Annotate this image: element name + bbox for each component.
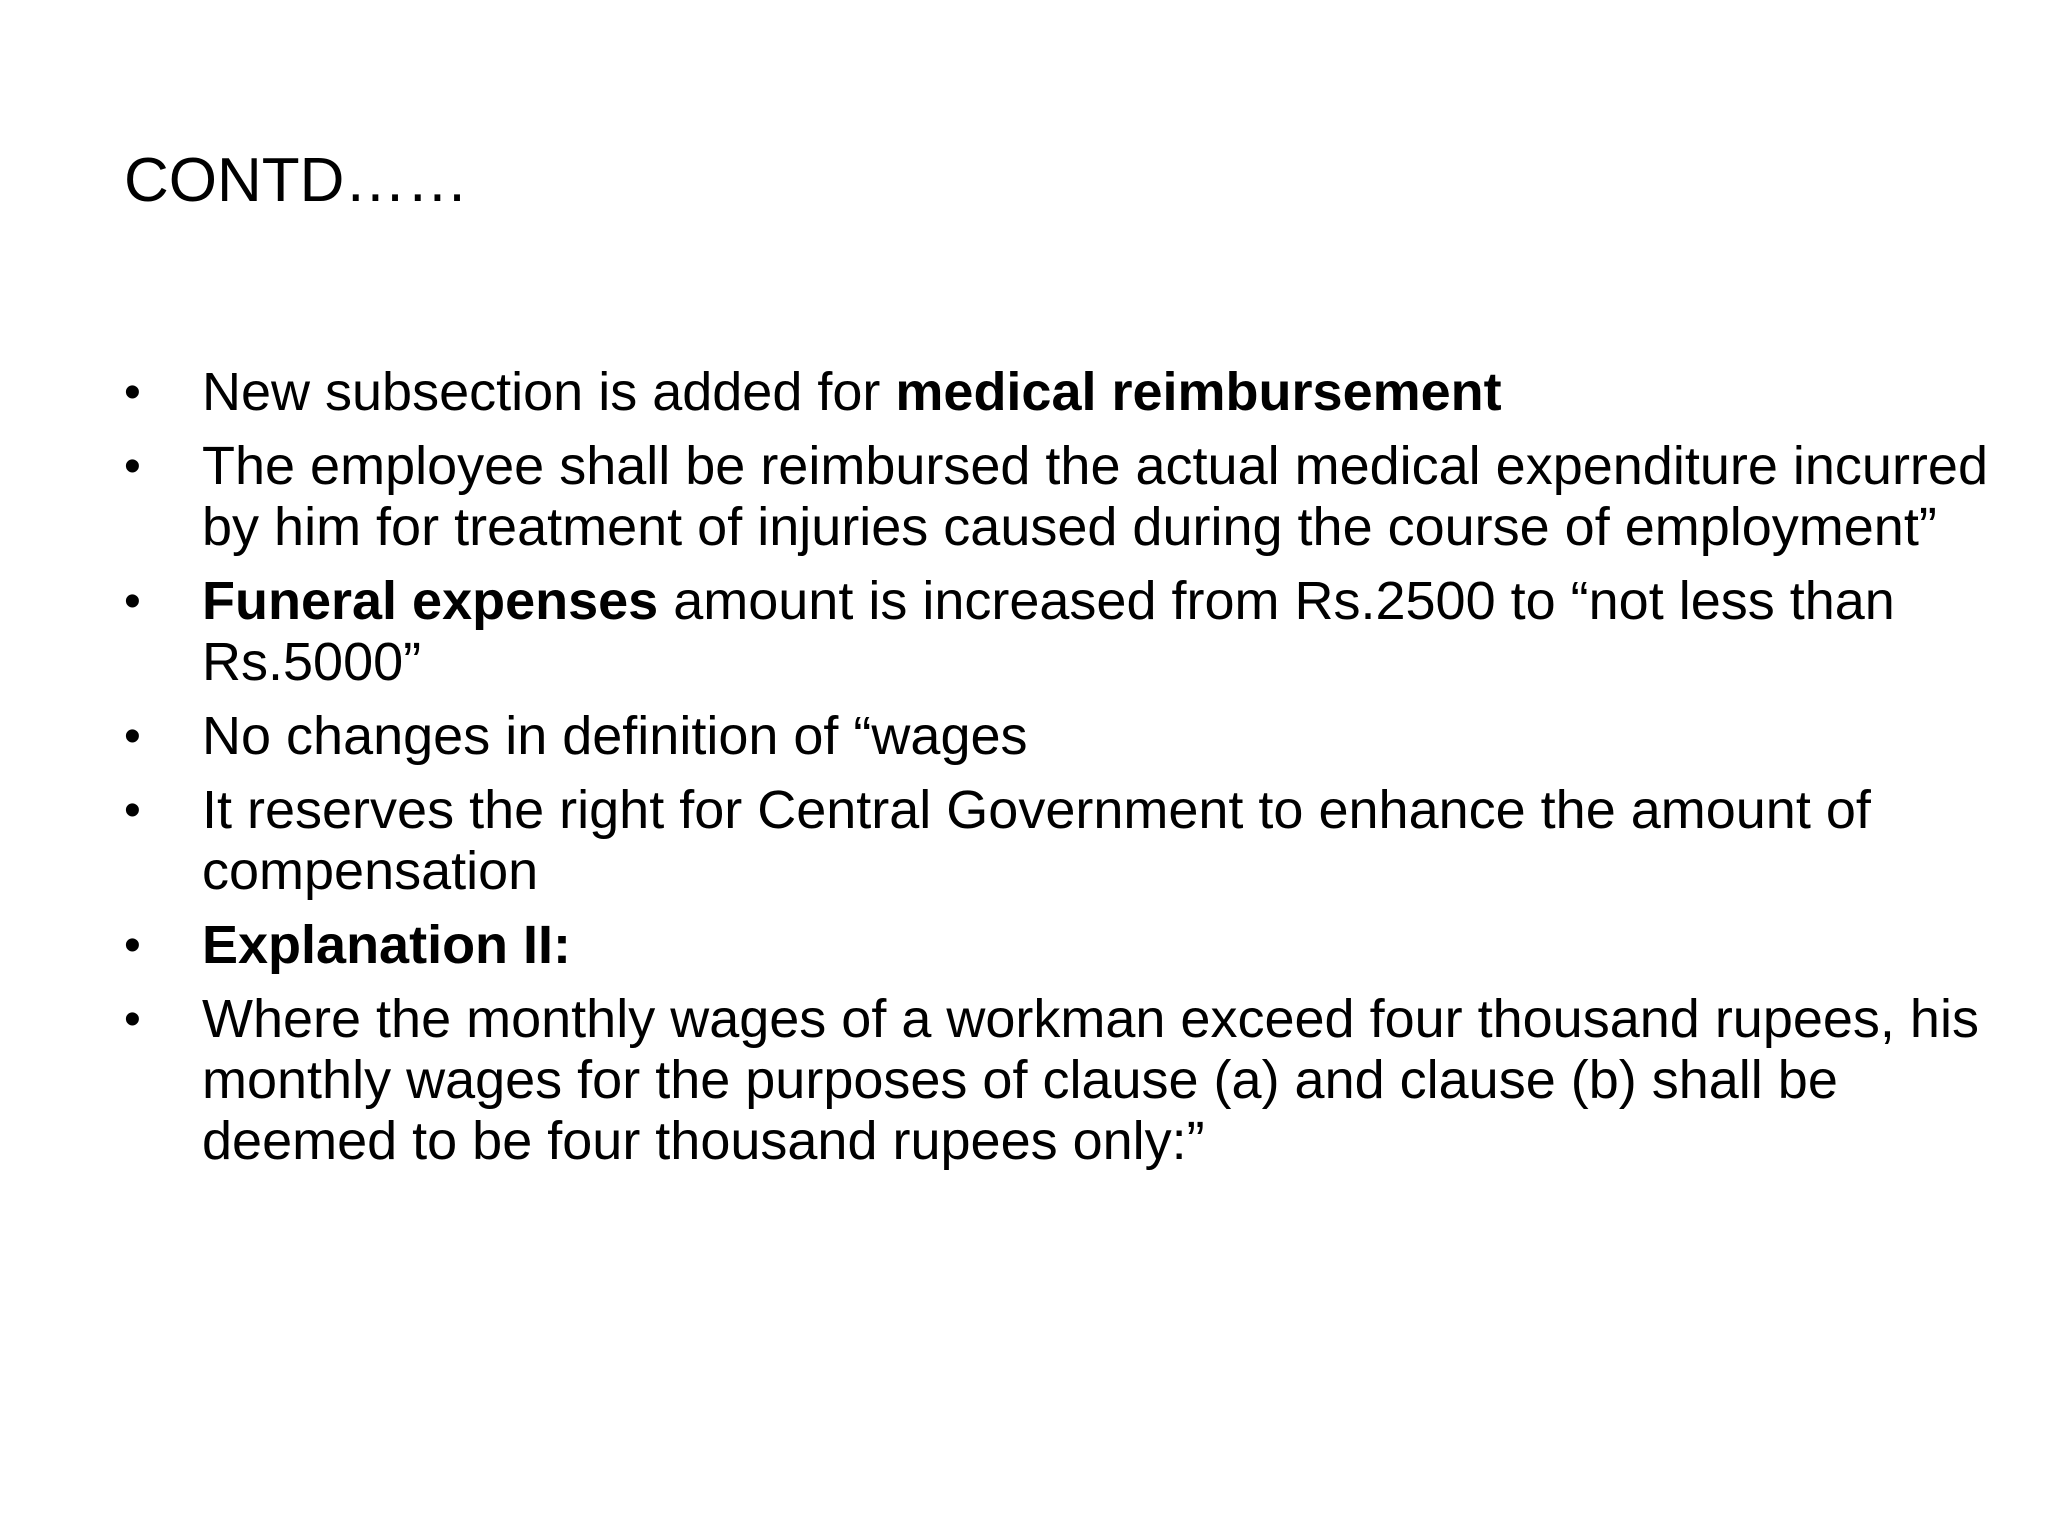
bullet-marker: • xyxy=(124,440,141,493)
slide-title: CONTD…… xyxy=(124,146,469,215)
bullet-text: New subsection is added for xyxy=(202,362,896,422)
bullet-marker: • xyxy=(124,575,141,628)
bullet-item xyxy=(118,362,1988,423)
bullet-marker: • xyxy=(124,919,141,972)
bullet-marker: • xyxy=(124,784,141,837)
bullet-marker: • xyxy=(124,710,141,763)
bullet-marker: • xyxy=(124,366,141,419)
bullet-item xyxy=(118,989,1988,1172)
bullet-item xyxy=(118,780,1988,902)
bullet-item xyxy=(118,915,1988,976)
bullet-bold-text: Funeral expenses xyxy=(202,571,659,631)
bullet-marker: • xyxy=(124,993,141,1046)
bullet-item xyxy=(118,706,1988,767)
bullet-bold-text: Explanation II: xyxy=(202,915,572,975)
bullet-list xyxy=(118,362,1988,1185)
bullet-text: The employee shall be reimbursed the actual medical expenditure incurred by him for treatment of injuries caused during the course of employment” xyxy=(202,436,1988,557)
bullet-text: amount is increased from Rs.2500 to “not less than Rs.5000” xyxy=(202,571,1895,692)
bullet-text: Where the monthly wages of a workman exceed four thousand rupees, his monthly wages for the purposes of clause (a) and clause (b) shall be deemed to be four thousand rupees only:” xyxy=(202,989,1979,1171)
bullet-bold-text: medical reimbursement xyxy=(895,362,1502,422)
bullet-text: No changes in definition of “wages xyxy=(202,706,1028,766)
bullet-text: It reserves the right for Central Government to enhance the amount of compensation xyxy=(202,780,1871,901)
bullet-item xyxy=(118,436,1988,558)
bullet-item xyxy=(118,571,1988,693)
